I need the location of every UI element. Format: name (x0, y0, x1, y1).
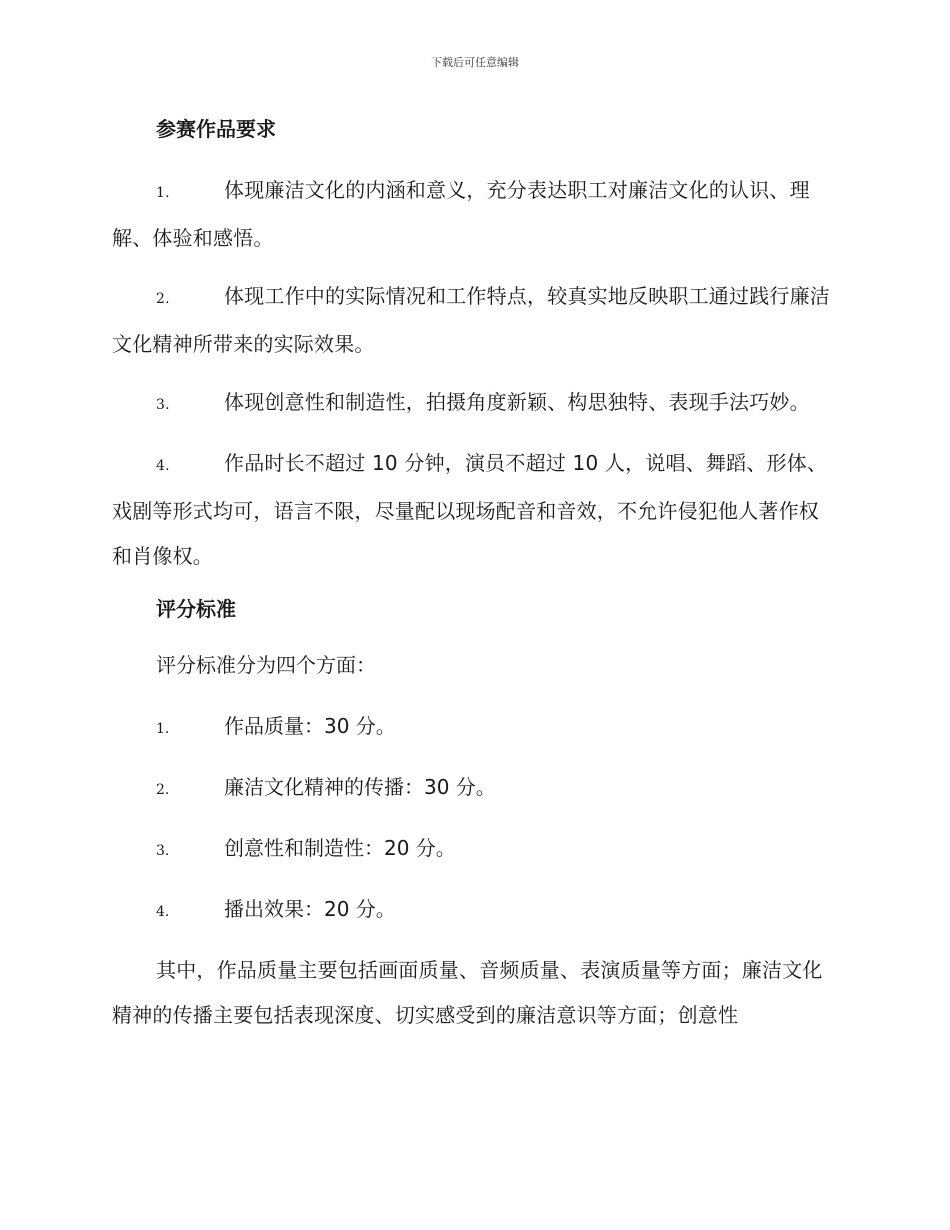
requirement-item (112, 274, 836, 367)
list-number: 3. (156, 843, 170, 859)
list-number: 1. (156, 721, 170, 737)
requirement-item (112, 380, 836, 428)
requirement-text: 体现工作中的实际情况和工作特点，较真实地反映职工通过践行廉洁文化精神所带来的实际效果。 (112, 284, 830, 356)
scoring-item (112, 704, 836, 752)
scoring-item (112, 826, 836, 874)
scoring-item (112, 887, 836, 935)
scoring-closing-paragraph: 其中，作品质量主要包括画面质量、音频质量、表演质量等方面；廉洁文化精神的传播主要包括表现深度、切实感受到的廉洁意识等方面；创意性 (112, 958, 823, 1027)
list-number: 1. (156, 185, 170, 201)
requirement-text: 作品时长不超过 10 分钟，演员不超过 10 人，说唱、舞蹈、形体、戏剧等形式均可，语言不限，尽量配以现场配音和音效，不允许侵犯他人著作权和肖像权。 (112, 451, 828, 568)
requirement-text: 体现创意性和制造性，拍摄角度新颖、构思独特、表现手法巧妙。 (224, 390, 810, 414)
requirement-item (112, 441, 836, 579)
list-number: 2. (156, 291, 170, 307)
requirement-text: 体现廉洁文化的内涵和意义，充分表达职工对廉洁文化的认识、理解、体验和感悟。 (112, 178, 810, 250)
list-number: 4. (156, 458, 170, 474)
scoring-text: 播出效果：20 分。 (224, 897, 396, 921)
scoring-item (112, 765, 836, 813)
scoring-text: 作品质量：30 分。 (224, 714, 396, 738)
scoring-intro: 评分标准分为四个方面： (156, 653, 376, 677)
list-number: 2. (156, 782, 170, 798)
scoring-text: 创意性和制造性：20 分。 (224, 836, 456, 860)
requirement-item (112, 168, 836, 261)
section-title-requirements: 参赛作品要求 (156, 117, 276, 141)
header-note: 下载后可任意编辑 (431, 56, 519, 69)
section-title-scoring: 评分标准 (156, 597, 236, 621)
list-number: 3. (156, 397, 170, 413)
document-body (112, 112, 836, 1051)
scoring-text: 廉洁文化精神的传播：30 分。 (224, 775, 496, 799)
list-number: 4. (156, 904, 170, 920)
